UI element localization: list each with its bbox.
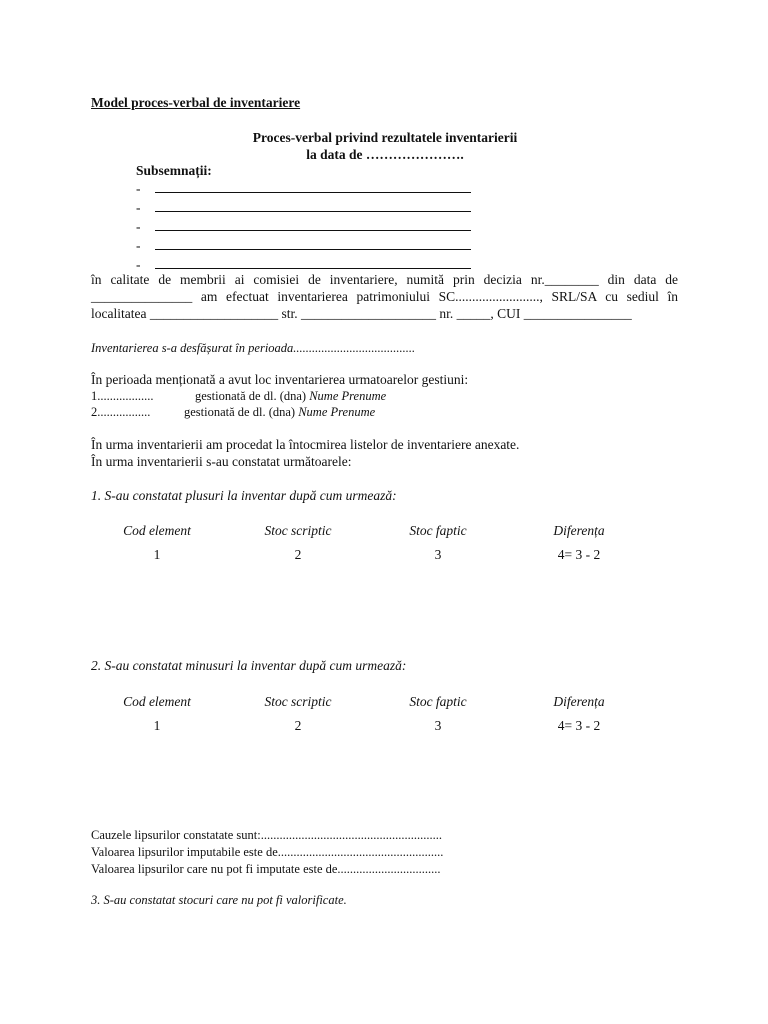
table-cell: 4= 3 - 2 <box>557 547 601 562</box>
valoare-neimputabile: Valoarea lipsurilor care nu pot fi imputate este de................................. <box>91 862 441 876</box>
section-2-title: 2. S-au constatat minusuri la inventar după cum urmează: <box>91 658 407 673</box>
table-cell: 1 <box>153 547 161 562</box>
table-header: Cod element <box>123 694 191 709</box>
table-cell: 2 <box>294 547 302 562</box>
gestiune-name: Nume Prenume <box>309 389 387 403</box>
table-cell: 3 <box>434 547 442 562</box>
table-header: Diferența <box>553 523 605 538</box>
heading-line-2: la data de …………………. <box>306 147 464 162</box>
signer-line[interactable]: - <box>136 199 471 216</box>
signer-line[interactable]: - <box>136 237 471 254</box>
commission-line-2: _______________ am efectuat inventarierea patrimoniului SC........................., SRL/SA cu sediul în <box>91 289 678 304</box>
inventory-line-2: În urma inventarierii s-au constatat următoarele: <box>91 454 352 469</box>
valoare-imputabile: Valoarea lipsurilor imputabile este de..................................................... <box>91 845 444 859</box>
subsemnatii-label: Subsemnații: <box>136 163 212 178</box>
section-1-title: 1. S-au constatat plusuri la inventar după cum urmează: <box>91 488 397 503</box>
table-header: Cod element <box>123 523 191 538</box>
inventory-line-1: În urma inventarierii am procedat la întocmirea listelor de inventariere anexate. <box>91 437 520 452</box>
table-cell: 1 <box>153 718 161 733</box>
table-header: Diferența <box>553 694 605 709</box>
table-header: Stoc scriptic <box>264 694 332 709</box>
commission-line-1: în calitate de membrii ai comisiei de inventariere, numită prin decizia nr.________ din data de <box>91 272 678 287</box>
table-cell: 2 <box>294 718 302 733</box>
document-title: Model proces-verbal de inventariere <box>91 95 301 110</box>
table-cell: 3 <box>434 718 442 733</box>
signer-line[interactable]: - <box>136 180 471 197</box>
table-header: Stoc faptic <box>409 523 467 538</box>
gestiune-text: gestionată de dl. (dna) <box>195 389 307 403</box>
signer-line[interactable]: - <box>136 218 471 235</box>
gestiune-number: 1.................. <box>91 389 154 403</box>
gestiuni-intro: În perioada menționată a avut loc inventarierea urmatoarelor gestiuni: <box>91 372 469 387</box>
commission-line-3: localitatea ___________________ str. ____________________ nr. _____, CUI ________________ <box>91 306 632 321</box>
gestiune-item <box>91 404 375 421</box>
gestiune-name: Nume Prenume <box>298 405 376 419</box>
gestiune-text: gestionată de dl. (dna) <box>184 405 296 419</box>
table-header: Stoc faptic <box>409 694 467 709</box>
table-header: Stoc scriptic <box>264 523 332 538</box>
period-text: Inventarierea s-a desfășurat în perioada....................................... <box>91 341 416 355</box>
cauze-lipsuri: Cauzele lipsurilor constatate sunt:.......................................................... <box>91 828 442 842</box>
gestiune-item <box>91 388 386 405</box>
gestiune-number: 2................. <box>91 405 151 419</box>
heading-line-1: Proces-verbal privind rezultatele inventarierii <box>252 130 518 145</box>
signer-line[interactable]: - <box>136 256 471 273</box>
table-cell: 4= 3 - 2 <box>557 718 601 733</box>
section-3-title: 3. S-au constatat stocuri care nu pot fi valorificate. <box>91 893 347 907</box>
